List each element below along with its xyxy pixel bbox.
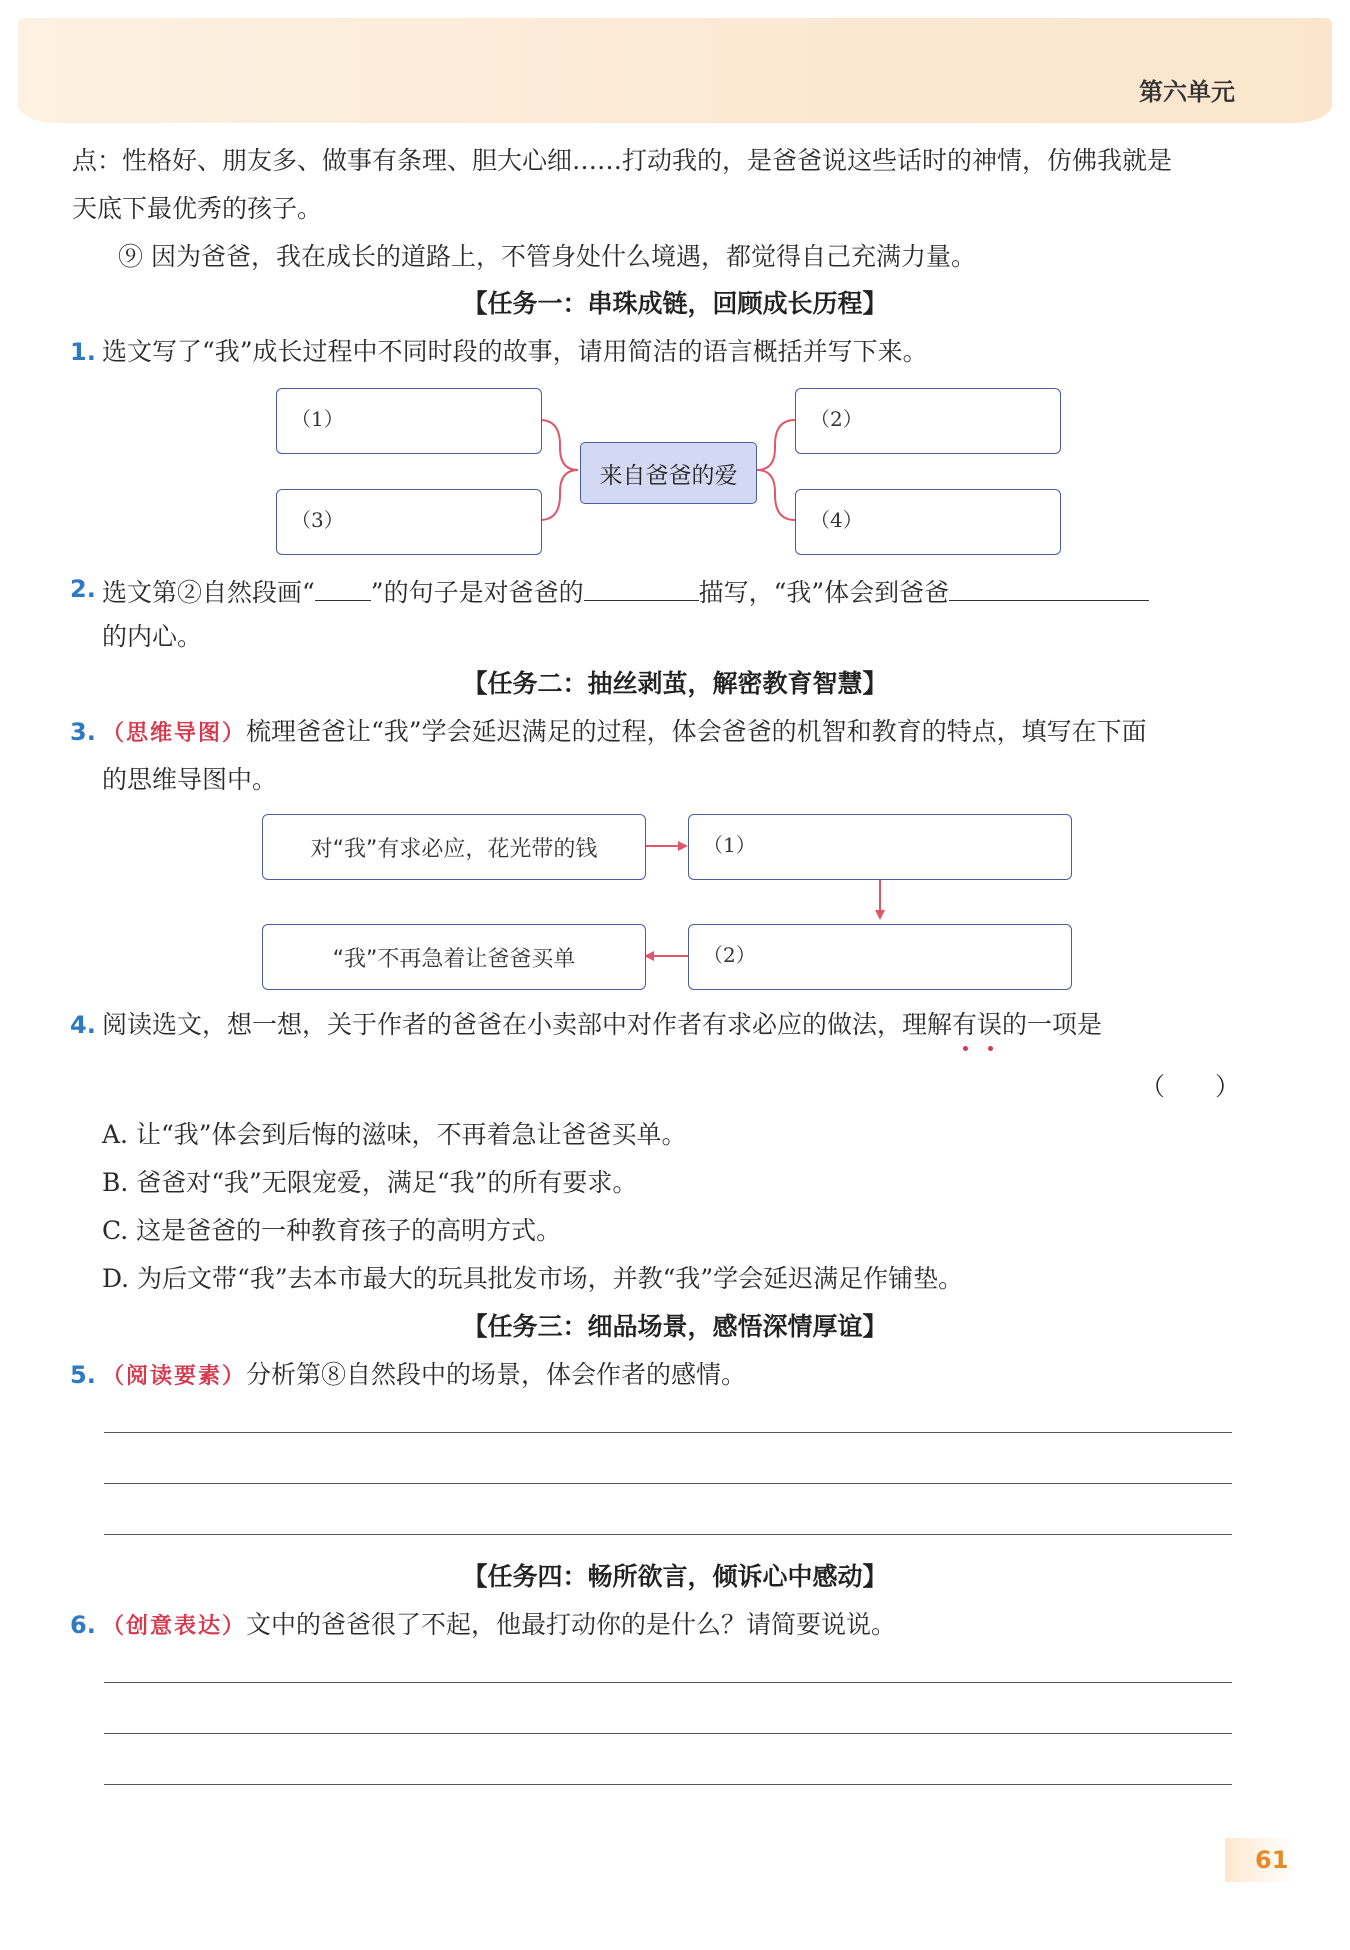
q3-line-2: 的思维导图中。 (102, 765, 278, 794)
q2-blank-underline-sample[interactable] (315, 572, 371, 601)
q3-flow-end-box (262, 924, 646, 990)
q6-line (102, 1608, 896, 1643)
emphasis-dot (988, 1046, 993, 1051)
q6-answer-line-3[interactable] (104, 1784, 1232, 1785)
q4-option-b: B. 爸爸对“我”无限宠爱，满足“我”的所有要求。 (102, 1168, 638, 1197)
q2-part-1: 选文第②自然段画“ (102, 578, 315, 607)
q6-answer-line-1[interactable] (104, 1682, 1232, 1683)
q5-tag: （阅读要素） (102, 1363, 247, 1389)
q6-answer-line-2[interactable] (104, 1733, 1232, 1734)
q4-text (102, 1008, 1102, 1042)
q3-flow-end-text: “我”不再急着让爸爸买单 (332, 946, 576, 972)
q4-text-before: 阅读选文，想一想，关于作者的爸爸在小卖部中对作者有求必应的做法，理解 (102, 1010, 953, 1039)
q1-box-3-label: （3） (291, 508, 344, 532)
passage-line-1: 点：性格好、朋友多、做事有条理、胆大心细……打动我的，是爸爸说这些话时的神情，仿佛我就是 (72, 146, 1173, 175)
q3-text-1: 梳理爸爸让“我”学会延迟满足的过程，体会爸爸的机智和教育的特点，填写在下面 (246, 717, 1147, 746)
q4-emphasis-1 (952, 1010, 977, 1039)
q3-flow-box-2[interactable] (688, 924, 1072, 990)
q6-text: 文中的爸爸很了不起，他最打动你的是什么？请简要说说。 (246, 1610, 897, 1639)
unit-title: 第六单元 (1139, 78, 1235, 106)
q1-box-2[interactable] (795, 388, 1061, 454)
q4-emphasis-2-char: 误 (977, 1010, 1003, 1039)
q1-box-3[interactable] (276, 489, 542, 555)
q2-blank-description-type[interactable] (584, 572, 699, 601)
q2-number: 2. (70, 575, 96, 603)
q6-number: 6. (70, 1611, 96, 1639)
q1-box-4-label: （4） (810, 508, 863, 532)
task-1-heading: 【任务一：串珠成链，回顾成长历程】 (462, 289, 888, 318)
q3-number: 3. (70, 718, 96, 746)
q4-option-c: C. 这是爸爸的一种教育孩子的高明方式。 (102, 1216, 562, 1245)
q5-line (102, 1358, 746, 1393)
q5-number: 5. (70, 1361, 96, 1389)
q4-text-after: 的一项是 (1002, 1010, 1103, 1039)
q4-number: 4. (70, 1011, 96, 1039)
task-4-heading: 【任务四：畅所欲言，倾诉心中感动】 (462, 1562, 888, 1591)
task-2-heading: 【任务二：抽丝剥茧，解密教育智慧】 (462, 669, 888, 698)
q4-answer-paren[interactable]: （ ） (1140, 1072, 1241, 1101)
q1-box-1-label: （1） (291, 407, 344, 431)
page-number: 61 (1225, 1838, 1295, 1882)
q2-part-2: ”的句子是对爸爸的 (370, 578, 584, 607)
q2-line-1 (102, 572, 1149, 610)
q1-box-2-label: （2） (810, 407, 863, 431)
q2-line-2: 的内心。 (102, 622, 203, 651)
q3-line-1 (102, 715, 1147, 750)
task-3-heading: 【任务三：细品场景，感悟深情厚谊】 (462, 1312, 888, 1341)
q1-box-1[interactable] (276, 388, 542, 454)
passage-line-2: 天底下最优秀的孩子。 (72, 194, 323, 223)
q2-part-3: 描写，“我”体会到爸爸 (698, 578, 950, 607)
q3-flow-box-2-label: （2） (703, 943, 756, 967)
passage-line-3: ⑨ 因为爸爸，我在成长的道路上，不管身处什么境遇，都觉得自己充满力量。 (118, 242, 976, 271)
q1-center-box: 来自爸爸的爱 (580, 442, 757, 504)
q5-answer-line-1[interactable] (104, 1432, 1232, 1433)
q4-option-d: D. 为后文带“我”去本市最大的玩具批发市场，并教“我”学会延迟满足作铺垫。 (102, 1264, 964, 1293)
q4-emphasis-1-char: 有 (952, 1010, 978, 1039)
q3-flow-box-1[interactable] (688, 814, 1072, 880)
q3-flow-start-box (262, 814, 646, 880)
q1-text: 选文写了“我”成长过程中不同时段的故事，请用简洁的语言概括并写下来。 (102, 337, 928, 366)
q6-tag: （创意表达） (102, 1613, 247, 1639)
q4-emphasis-2 (977, 1010, 1002, 1039)
q2-blank-father-heart[interactable] (949, 572, 1149, 601)
q1-box-4[interactable] (795, 489, 1061, 555)
q3-tag: （思维导图） (102, 720, 247, 746)
emphasis-dot (963, 1046, 968, 1051)
q4-option-a: A. 让“我”体会到后悔的滋味，不再着急让爸爸买单。 (102, 1120, 687, 1149)
q1-number: 1. (70, 338, 96, 366)
q5-text: 分析第⑧自然段中的场景，体会作者的感情。 (246, 1360, 747, 1389)
q5-answer-line-3[interactable] (104, 1534, 1232, 1535)
q3-flow-start-text: 对“我”有求必应，花光带的钱 (310, 836, 598, 862)
q3-flow-box-1-label: （1） (703, 833, 756, 857)
q5-answer-line-2[interactable] (104, 1483, 1232, 1484)
